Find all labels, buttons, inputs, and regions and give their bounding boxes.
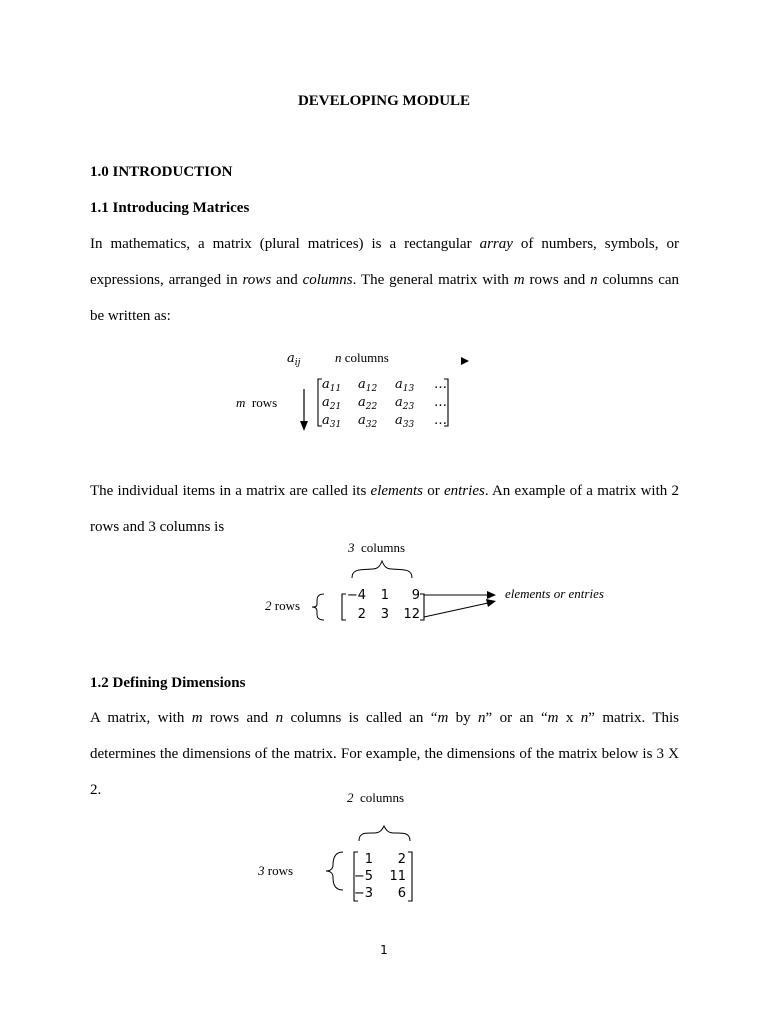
matrix-entry: $a_{32}$ xyxy=(358,413,378,430)
matrix-entry: $a_{11}$ xyxy=(322,377,342,394)
paragraph-line xyxy=(90,262,679,298)
term-columns: columns xyxy=(302,272,353,288)
three-columns-label: 3 columns xyxy=(348,540,406,555)
var-n: n xyxy=(478,710,486,726)
paragraph-elements xyxy=(90,473,679,545)
elements-or-entries-label: elements or entries xyxy=(505,586,604,601)
arrow-head-2 xyxy=(486,599,496,607)
subsection-heading-defining-dimensions: 1.2 Defining Dimensions xyxy=(90,675,246,691)
page-title: DEVELOPING MODULE xyxy=(297,93,471,109)
paragraph-line xyxy=(90,473,679,509)
text: columns can xyxy=(597,272,680,288)
paragraph-line: 2. xyxy=(90,782,102,798)
matrix-entry: … xyxy=(434,377,447,392)
matrix-entry: −3 xyxy=(353,886,373,901)
row-arrow-head xyxy=(300,421,308,431)
text: or xyxy=(423,483,444,499)
top-brace xyxy=(352,561,412,578)
column-arrow-head xyxy=(461,357,469,365)
left-bracket xyxy=(342,594,346,620)
var-n: n xyxy=(590,272,598,288)
matrix-entry: 1 xyxy=(364,852,373,867)
matrix-entry: 11 xyxy=(389,869,406,884)
var-n: n xyxy=(580,710,589,726)
paragraph-line: rows and 3 columns is xyxy=(90,519,225,535)
text: by xyxy=(448,710,479,726)
section-heading-introduction: 1.0 INTRODUCTION xyxy=(90,164,233,180)
m-rows-label: m rows xyxy=(236,395,278,410)
text: columns is called an “ xyxy=(283,710,438,726)
matrix-entry: −4 xyxy=(346,588,366,603)
term-array: array xyxy=(479,236,513,252)
var-m: m xyxy=(547,710,559,726)
matrix-entry: $a_{21}$ xyxy=(322,395,342,412)
matrix-entry: … xyxy=(434,395,447,410)
matrix-entry: 3 xyxy=(380,607,389,622)
text: and xyxy=(271,272,303,288)
var-m: m xyxy=(191,710,203,726)
arrow-head-1 xyxy=(487,591,496,599)
term-entries: entries xyxy=(443,483,485,499)
matrix-entry: 1 xyxy=(380,588,389,603)
right-bracket xyxy=(444,379,448,426)
left-bracket xyxy=(354,852,358,901)
left-bracket xyxy=(318,379,322,426)
n-columns-label: n columns xyxy=(335,350,389,365)
matrix-entry: $a_{31}$ xyxy=(322,413,342,430)
paragraph-line: determines the dimensions of the matrix. For example, the dimensions of the matrix below is 3 X xyxy=(90,746,679,762)
matrix-entry: $a_{22}$ xyxy=(358,395,378,412)
text: In mathematics, a matrix (plural matrices) is a rectangular xyxy=(90,236,480,252)
paragraph-line xyxy=(90,700,679,736)
text: A matrix, with xyxy=(90,710,192,726)
text: The individual items in a matrix are called its xyxy=(90,483,371,499)
matrix-entry: … xyxy=(434,413,447,428)
var-n: n xyxy=(275,710,284,726)
term-elements: elements xyxy=(370,483,424,499)
two-columns-label: 2 columns xyxy=(347,790,405,805)
matrix-entry: $a_{12}$ xyxy=(358,377,378,394)
paragraph-matrix-definition xyxy=(90,226,679,334)
var-m: m xyxy=(437,710,449,726)
top-brace xyxy=(359,826,410,841)
paragraph-dimensions xyxy=(90,700,679,808)
left-brace xyxy=(312,594,324,620)
text: rows and xyxy=(524,272,591,288)
three-rows-label: 3 rows xyxy=(258,863,294,878)
subsection-heading-introducing-matrices: 1.1 Introducing Matrices xyxy=(90,200,250,216)
matrix-entry: $a_{33}$ xyxy=(395,413,415,430)
paragraph-line: be written as: xyxy=(90,308,171,324)
right-bracket xyxy=(408,852,412,901)
matrix-entry: 2 xyxy=(397,852,406,867)
text: x xyxy=(558,710,581,726)
matrix-entry: 6 xyxy=(397,886,406,901)
matrix-entry: 12 xyxy=(403,607,420,622)
text: . An example of a matrix with 2 xyxy=(484,483,679,499)
aij-label: $a_{ij}$ xyxy=(287,351,301,368)
two-rows-label: 2 rows xyxy=(265,598,301,613)
text: . The general matrix with xyxy=(352,272,514,288)
matrix-entry: 9 xyxy=(411,588,420,603)
matrix-entry: 2 xyxy=(357,607,366,622)
right-bracket xyxy=(420,594,424,620)
text: expressions, arranged in xyxy=(90,272,243,288)
matrix-entry: $a_{23}$ xyxy=(395,395,415,412)
text: ” matrix. This xyxy=(588,710,680,726)
matrix-entry: −5 xyxy=(353,869,373,884)
text: of numbers, symbols, or xyxy=(512,236,679,252)
left-brace xyxy=(326,852,343,890)
term-rows: rows xyxy=(242,272,272,288)
paragraph-line xyxy=(90,226,679,262)
page-number: 1 xyxy=(380,943,388,957)
text: rows and xyxy=(202,710,276,726)
text: ” or an “ xyxy=(485,710,548,726)
arrow-to-entries-2 xyxy=(424,603,488,617)
matrix-entry: $a_{13}$ xyxy=(395,377,415,394)
var-m: m xyxy=(513,272,525,288)
